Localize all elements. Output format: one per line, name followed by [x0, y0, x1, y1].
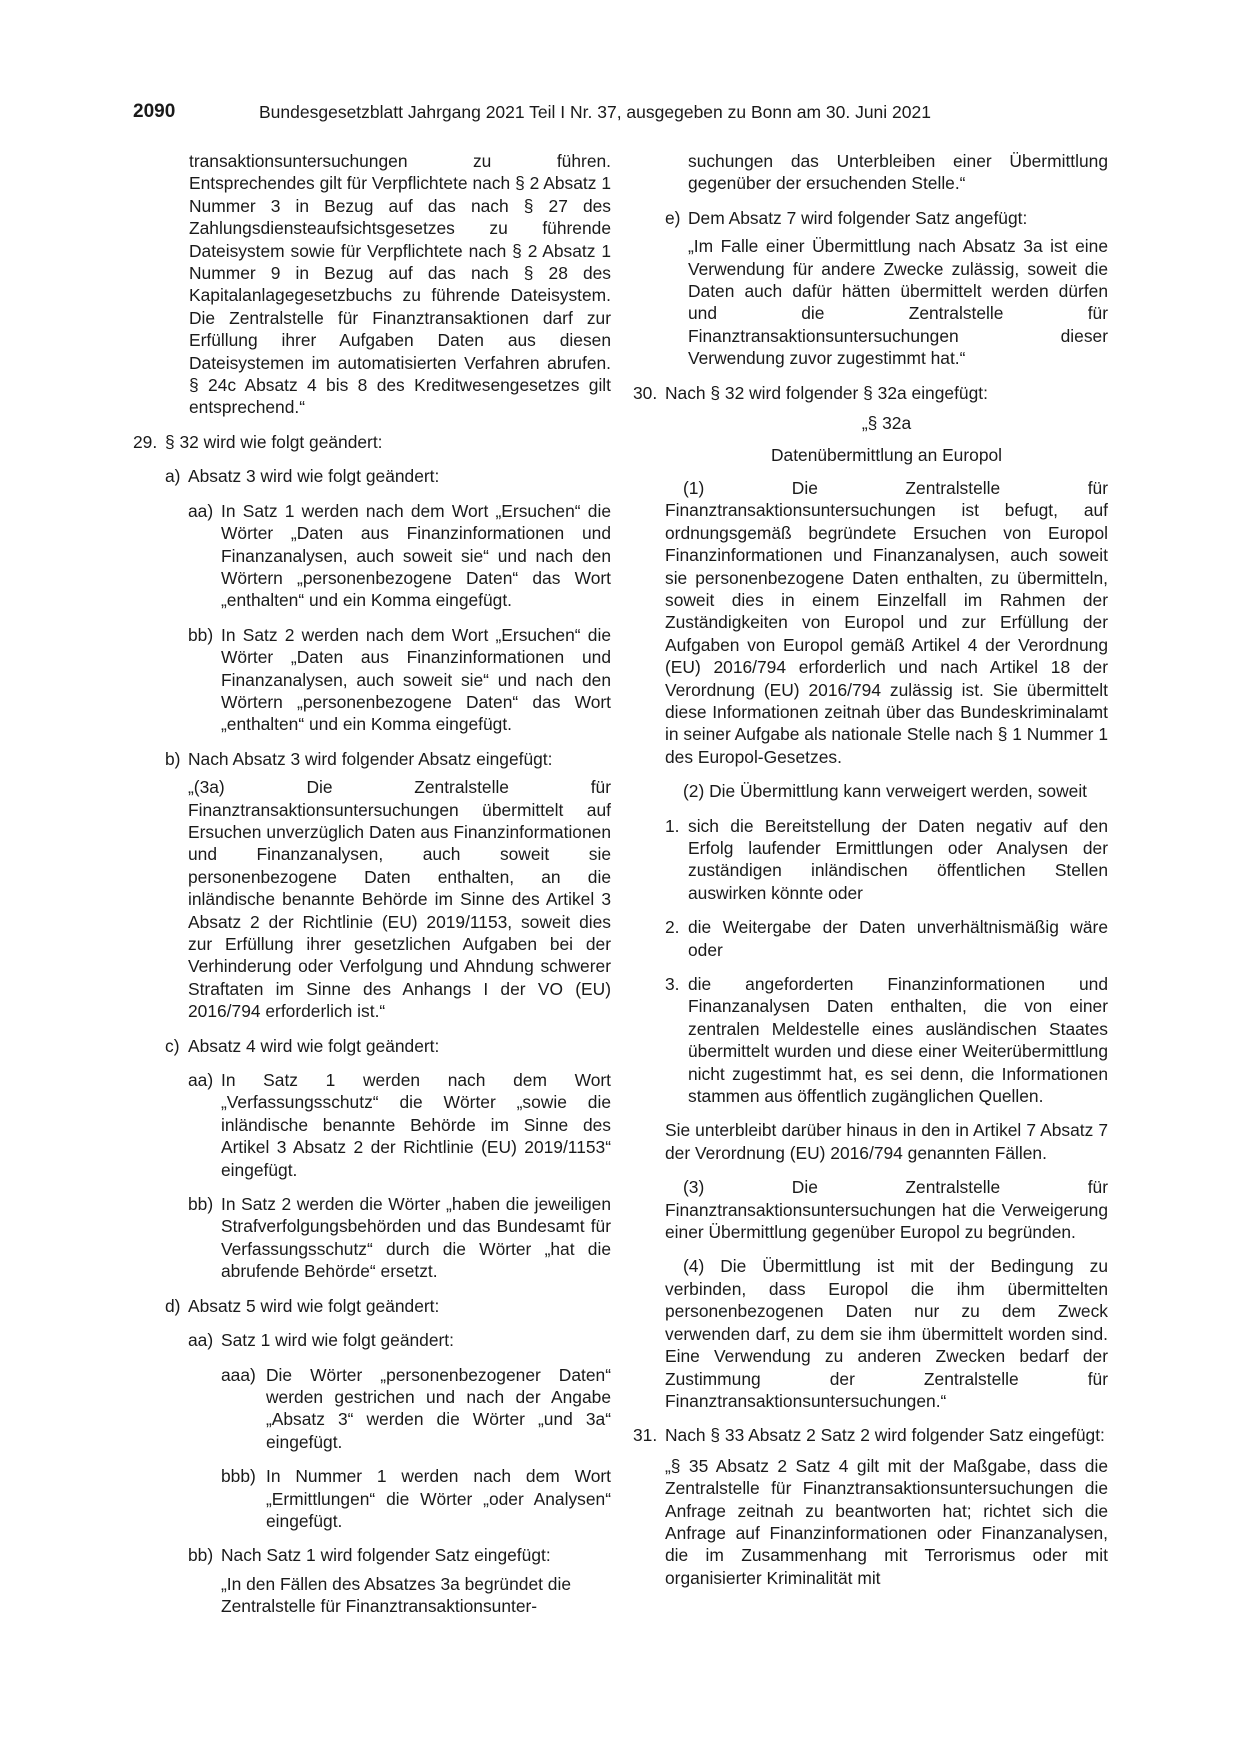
sub-item-text: Dem Absatz 7 wird folgender Satz angefügt: — [688, 207, 1028, 228]
sub-item-e — [665, 207, 1108, 229]
sub-sub-item-label: bb) — [188, 1194, 214, 1215]
sub-item-c — [165, 1035, 611, 1057]
sub-item-d — [165, 1295, 611, 1317]
running-head: Bundesgesetzblatt Jahrgang 2021 Teil I Nr. 37, ausgegeben zu Bonn am 30. Juni 2021 — [259, 102, 931, 122]
paragraph-3: (3) Die Zentralstelle für Finanztransaktionsuntersuchungen hat die Verweigerung einer Übermittlung gegenüber Europol zu begründen. — [665, 1177, 1108, 1243]
sub-sub-item-label: aa) — [188, 1330, 214, 1351]
item-number: 31. — [633, 1425, 658, 1446]
list-item-1 — [665, 815, 1108, 905]
sub-item-label: e) — [665, 207, 681, 228]
item-number: 30. — [633, 382, 658, 403]
list-item-text: sich die Bereitstellung der Daten negativ auf den Erfolg laufender Ermittlungen oder Analysen der zuständigen inländischen öffentlichen Stellen auswirken könnte oder — [688, 815, 1108, 903]
sub-sub-item-a-bb — [188, 624, 611, 736]
quoted-insert-33: „§ 35 Absatz 2 Satz 4 gilt mit der Maßgabe, dass die Zentralstelle für Finanztransaktionsuntersuchungen die Anfrage zeitnah zu beantworten hat; richtet sich die Anfrage auf Finanzinformationen oder Finanzanalysen, die im Zusammenhang mit Terrorismus oder mit organisierter Kriminalität mit — [665, 1455, 1108, 1588]
sub-sub-item-text: In Satz 2 werden nach dem Wort „Ersuchen“ die Wörter „Daten aus Finanzinformationen und Finanzanalysen, auch soweit sie“ und nach den Wörtern „personenbezogene Daten“ das Wort „enthalten“ und ein Komma eingefügt. — [221, 624, 611, 735]
list-item-number: 1. — [665, 815, 680, 836]
sub-item-label: b) — [165, 748, 181, 769]
sub-item-text: Absatz 4 wird wie folgt geändert: — [188, 1035, 440, 1056]
sub-sub-sub-item-aaa — [221, 1364, 611, 1454]
sub-item-label: c) — [165, 1035, 180, 1056]
sub-sub-item-c-aa — [188, 1069, 611, 1181]
sub-sub-item-text: In Satz 2 werden die Wörter „haben die jeweiligen Strafverfolgungsbehörden und das Bundesamt für Verfassungsschutz“ durch die Wörter „hat die abrufende Behörde“ ersetzt. — [221, 1194, 611, 1282]
sub-sub-item-text: In Satz 1 werden nach dem Wort „Verfassungsschutz“ die Wörter „sowie die inländische benannte Behörde im Sinne des Artikel 3 Absatz 2 der Richtlinie (EU) 2019/1153“ eingefügt. — [221, 1070, 611, 1180]
paragraph-4: (4) Die Übermittlung ist mit der Bedingung zu verbinden, dass Europol die ihm übermittelten personenbezogenen Daten nur zu dem Zweck verwenden darf, zu dem sie ihm übermittelt worden sind. Eine Verwendung zu anderen Zwecken bedarf der Zustimmung der Zentralstelle für Finanztransaktionsuntersuchungen.“ — [665, 1256, 1108, 1411]
item-31 — [633, 1424, 1108, 1446]
sub-sub-sub-item-text: In Nummer 1 werden nach dem Wort „Ermittlungen“ die Wörter „oder Analysen“ eingefügt. — [266, 1466, 611, 1531]
quoted-insert-absatz-7: „Im Falle einer Übermittlung nach Absatz 3a ist eine Verwendung für andere Zwecke zulässig, soweit die Daten auch dafür hätten übermittelt werden dürfen und die Zentralstelle für Finanztransaktionsuntersuchungen dieser Verwendung zuvor zugestimmt hat.“ — [688, 236, 1108, 369]
sub-sub-item-label: aa) — [188, 1070, 214, 1091]
sub-sub-item-c-bb — [188, 1193, 611, 1283]
quoted-insert-satz: „In den Fällen des Absatzes 3a begründet die Zentralstelle für Finanztransaktionsunter- — [221, 1573, 571, 1617]
sub-sub-item-d-bb — [188, 1544, 611, 1566]
continued-paragraph: transaktionsuntersuchungen zu führen. Entsprechendes gilt für Verpflichtete nach § 2 Absatz 1 Nummer 3 in Bezug auf das nach § 27 des Zahlungsdiensteaufsichtsgesetzes zu führende Dateisystem sowie für Verpflichtete nach § 2 Absatz 1 Nummer 9 in Bezug auf das nach § 28 des Kapitalanlagegesetzbuchs zu führende Dateisystem. Die Zentralstelle für Finanztransaktionen darf zur Erfüllung ihrer Aufgaben Daten aus diesen Dateisystemen im automatisierten Verfahren abrufen. § 24c Absatz 4 bis 8 des Kreditwesengesetzes gilt entsprechend.“ — [189, 151, 611, 418]
sub-item-text: Absatz 5 wird wie folgt geändert: — [188, 1295, 440, 1316]
sub-sub-item-label: aa) — [188, 500, 214, 521]
continued-quote: suchungen das Unterbleiben einer Übermittlung gegenüber der ersuchenden Stelle.“ — [688, 151, 1108, 194]
paragraph-1: (1) Die Zentralstelle für Finanztransaktionsuntersuchungen ist befugt, auf ordnungsgemäß begründete Ersuchen von Europol Finanzinformationen und Finanzanalysen, auch soweit sie personenbezogene Daten enthalten, zu übermitteln, soweit dies in einem Einzelfall im Rahmen der Zuständigkeiten von Europol und zur Erfüllung der Aufgaben von Europol gemäß Artikel 4 der Verordnung (EU) 2016/794 erforderlich und nach Artikel 18 der Verordnung (EU) 2016/794 zulässig ist. Sie übermittelt diese Informationen zeitnah über das Bundeskriminalamt in seiner Aufgabe als nationale Stelle nach § 1 Nummer 1 des Europol-Gesetzes. — [665, 477, 1108, 767]
paragraph-2-tail: Sie unterbleibt darüber hinaus in den in Artikel 7 Absatz 7 der Verordnung (EU) 2016/794 genannten Fällen. — [665, 1120, 1108, 1163]
item-text: § 32 wird wie folgt geändert: — [165, 431, 383, 452]
item-30 — [633, 382, 1108, 404]
section-title: Datenübermittlung an Europol — [770, 445, 1003, 466]
left-column — [133, 150, 611, 1618]
right-column — [633, 150, 1108, 1589]
sub-sub-item-d-aa — [188, 1329, 611, 1351]
sub-sub-item-text: Satz 1 wird wie folgt geändert: — [221, 1330, 454, 1351]
sub-item-text: Nach Absatz 3 wird folgender Absatz eingefügt: — [188, 748, 553, 769]
sub-sub-sub-item-label: bbb) — [221, 1466, 256, 1487]
list-item-text: die Weitergabe der Daten unverhältnismäßig wäre oder — [688, 917, 1108, 960]
sub-item-text: Absatz 3 wird wie folgt geändert: — [188, 466, 440, 487]
item-text: Nach § 32 wird folgender § 32a eingefügt: — [665, 382, 988, 403]
sub-sub-sub-item-bbb — [221, 1465, 611, 1532]
list-item-number: 2. — [665, 917, 680, 938]
paragraph-2: (2) Die Übermittlung kann verweigert werden, soweit — [683, 781, 1088, 802]
sub-item-b — [165, 748, 611, 770]
sub-sub-item-text: Nach Satz 1 wird folgender Satz eingefügt: — [221, 1545, 551, 1566]
page-number: 2090 — [133, 101, 176, 122]
list-item-number: 3. — [665, 974, 680, 994]
section-heading: „§ 32a — [861, 413, 912, 434]
sub-item-label: d) — [165, 1295, 181, 1316]
quoted-insert-3a: „(3a) Die Zentralstelle für Finanztransaktionsuntersuchungen übermittelt auf Ersuchen unverzüglich Daten aus Finanzinformationen und Finanzanalysen, auch soweit sie personenbezogene Daten enthalten, an die inländische benannte Behörde im Sinne des Artikel 3 Absatz 2 der Richtlinie (EU) 2019/1153, soweit dies zur Erfüllung ihrer gesetzlichen Aufgaben bei der Verhinderung oder Verfolgung und Ahndung schwerer Straftaten im Sinne des Anhangs I der VO (EU) 2016/794 erforderlich ist.“ — [188, 777, 611, 1022]
sub-item-label: a) — [165, 466, 181, 487]
list-item-text: die angeforderten Finanzinformationen und Finanzanalysen Daten enthalten, die von einer zentralen Meldestelle eines ausländischen Staates übermittelt wurden und diese einer Weiterübermittlung nicht zugestimmt hat, es sei denn, die Informationen stammen aus öffentlich zugänglichen Quellen. — [688, 974, 1108, 1107]
list-item-2 — [665, 916, 1108, 961]
sub-sub-item-text: In Satz 1 werden nach dem Wort „Ersuchen“ die Wörter „Daten aus Finanzinformationen und Finanzanalysen, auch soweit sie“ und nach den Wörtern „personenbezogene Daten“ das Wort „enthalten“ und ein Komma eingefügt. — [221, 500, 611, 611]
page-header — [133, 101, 1108, 125]
sub-item-a — [165, 465, 611, 487]
item-text: Nach § 33 Absatz 2 Satz 2 wird folgender Satz eingefügt: — [665, 1425, 1105, 1446]
sub-sub-item-a-aa — [188, 500, 611, 612]
sub-sub-sub-item-text: Die Wörter „personenbezogener Daten“ werden gestrichen und nach der Angabe „Absatz 3“ werden die Wörter „und 3a“ eingefügt. — [266, 1364, 611, 1452]
sub-sub-item-label: bb) — [188, 624, 214, 645]
item-29 — [133, 431, 611, 453]
sub-sub-sub-item-label: aaa) — [221, 1364, 256, 1385]
sub-sub-item-label: bb) — [188, 1545, 214, 1566]
item-number: 29. — [133, 431, 158, 452]
list-item-3 — [665, 973, 1108, 1107]
